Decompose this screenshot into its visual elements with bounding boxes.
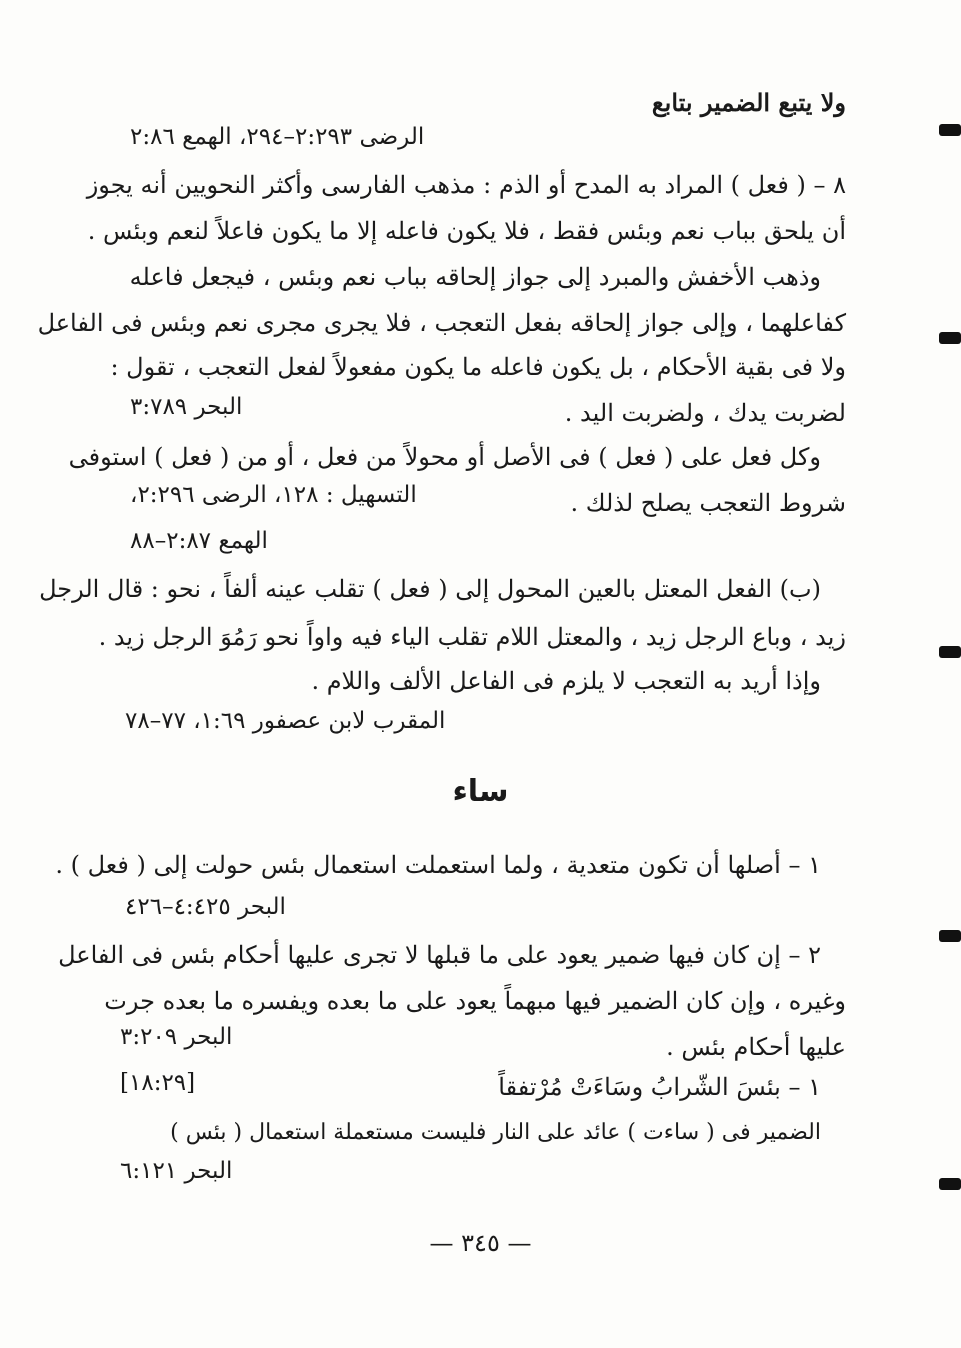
- reference-bahr-3-789: البحر ٣:٧٨٩: [130, 394, 243, 420]
- reference-muqarrab: المقرب لابن عصفور ١:٦٩، ٧٧–٧٨: [125, 708, 446, 734]
- item-8-line-5: ولا فى بقية الأحكام ، بل يكون فاعله ما يكون مفعولاً لفعل التعجب ، تقول :: [110, 353, 846, 381]
- item-8-line-4: كفاعلهما ، وإلى جواز إلحاقه بفعل التعجب ، فلا يجرى مجرى نعم وبئس فى الفاعل: [37, 309, 846, 337]
- item-8-line-1: ٨ – ( فعل ) المراد به المدح أو الذم : مذهب الفارسى وأكثر النحويين أنه يجوز: [86, 171, 846, 199]
- item-b-line-1: (ب) الفعل المعتل بالعين المحول إلى ( فعل ) تقلب عينه ألفاً ، نحو : قال الرجل: [39, 575, 821, 603]
- reference-bahr-3-209: البحر ٣:٢٠٩: [120, 1024, 233, 1050]
- binding-mark: [939, 930, 961, 942]
- running-header: ولا يتبع الضمير بتابع: [651, 88, 846, 117]
- binding-mark: [939, 646, 961, 658]
- note-line-1: الضمير فى ( ساءت ) عائد على النار فليست مستعملة استعمال ( بئس ): [170, 1120, 821, 1145]
- item-b-line-3: وإذا أريد به التعجب لا يلزم فى الفاعل الألف واللام .: [311, 667, 821, 695]
- item-2-line-3: عليها أحكام بئس .: [666, 1033, 846, 1061]
- verse-quote: ١ – بئسَ الشّرابُ وسَاءَتْ مُرْتفقاً: [498, 1073, 821, 1101]
- item-8-line-3: وذهب الأخفش والمبرد إلى جواز إلحاقه بباب نعم وبئس ، فيجعل فاعله: [129, 263, 821, 291]
- item-1-line-1: ١ – أصلها أن تكون متعدية ، ولما استعملت استعمال بئس حولت إلى ( فعل ) .: [55, 851, 821, 879]
- reference-tashil-radi: التسهيل : ١٢٨، الرضى ٢:٢٩٦،: [130, 482, 417, 508]
- verse-reference: [١٨:٢٩]: [120, 1070, 196, 1096]
- item-b-line-2: زيد ، وباع الرجل زيد ، والمعتل اللام تقلب الياء فيه واواً نحو رَمُوَ الرجل زيد .: [98, 623, 846, 651]
- item-2-line-2: وغيره ، وإن كان الضمير فيها مبهماً يعود على ما بعده ويفسره ما بعده جرت: [104, 987, 846, 1015]
- reference-hama-2-87: الهمع ٢:٨٧–٨٨: [130, 528, 268, 554]
- page-number: — ٣٤٥ —: [429, 1229, 532, 1257]
- item-8-line-7: وكل فعل على ( فعل ) فى الأصل أو محولاً من فعل ، أو من ( فعل ) استوفى: [68, 443, 821, 471]
- binding-mark: [939, 332, 961, 344]
- reference-radi-hama: الرضى ٢:٢٩٣–٢٩٤، الهمع ٢:٨٦: [130, 124, 425, 150]
- binding-mark: [939, 124, 961, 136]
- binding-mark: [939, 1178, 961, 1190]
- reference-bahr-6-121: البحر ٦:١٢١: [120, 1158, 233, 1184]
- reference-bahr-4-425: البحر ٤:٤٢٥–٤٢٦: [125, 894, 286, 920]
- item-2-line-1: ٢ – إن كان فيها ضمير يعود على ما قبلها لا تجرى عليها أحكام بئس فى الفاعل: [58, 941, 821, 969]
- item-8-line-2: أن يلحق بباب نعم وبئس فقط ، فلا يكون فاعله إلا ما يكون فاعلاً لنعم وبئس .: [87, 217, 846, 245]
- section-title-saa: ساء: [452, 774, 509, 809]
- item-8-line-6: لضربت يدك ، ولضربت اليد .: [564, 399, 846, 427]
- item-8-line-8: شروط التعجب يصلح لذلك .: [570, 489, 846, 517]
